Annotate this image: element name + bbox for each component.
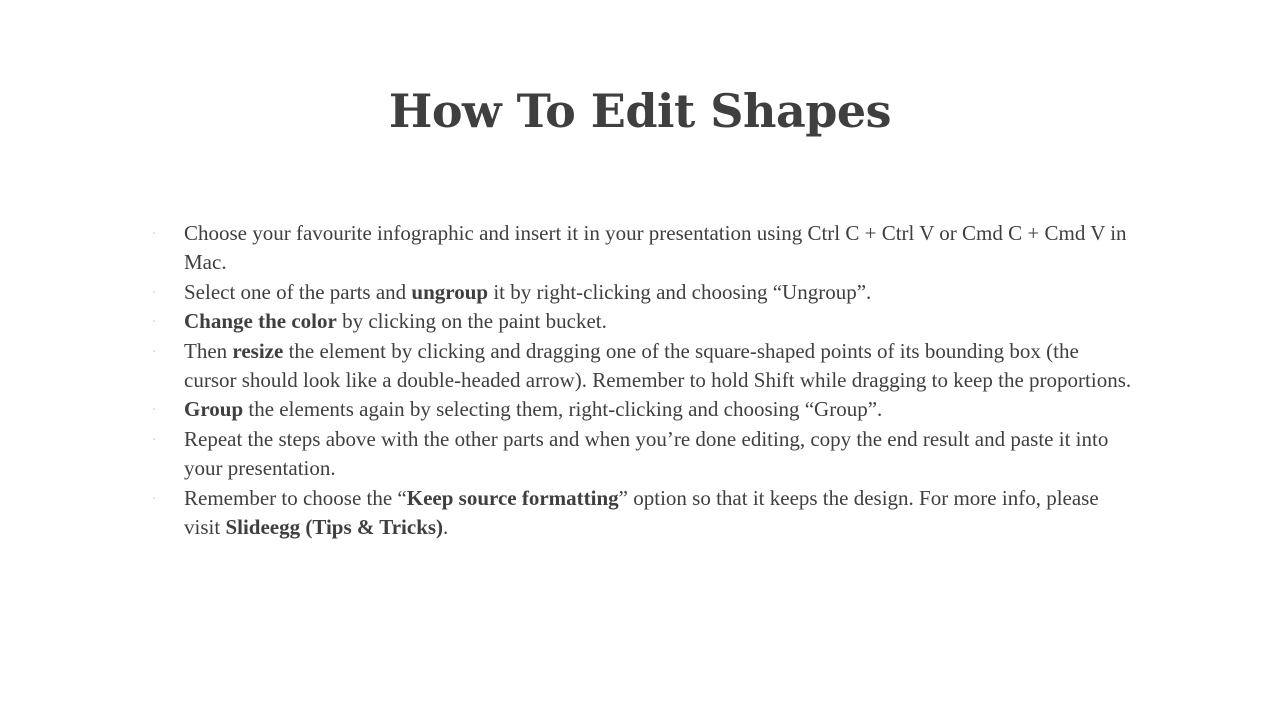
- bullet-list: [150, 219, 1135, 542]
- text-run: .: [443, 515, 449, 540]
- list-item: [150, 307, 1135, 336]
- slide-title: How To Edit Shapes: [388, 84, 892, 138]
- bold-text-run: Slideegg (Tips & Tricks): [225, 515, 444, 540]
- bullet-text: [184, 427, 1108, 480]
- list-item: [150, 484, 1135, 543]
- bullet-text: [184, 309, 607, 333]
- text-run: Repeat the steps above with the other parts and when you’re done editing, copy the end result and paste it into your presentation.: [184, 426, 1109, 481]
- text-run: the element by clicking and dragging one of the square-shaped points of its bounding box (the cursor should look like a double-headed arrow). Remember to hold Shift while dragging to keep the proportions.: [184, 338, 1132, 393]
- hollow-dot-bullet-icon: ◦: [153, 348, 156, 355]
- bullet-text: [184, 486, 1099, 539]
- hollow-dot-bullet-icon: ◦: [153, 231, 156, 237]
- bold-text-run: Group: [184, 397, 244, 422]
- hollow-dot-bullet-icon: ◦: [153, 289, 156, 296]
- text-run: the elements again by selecting them, right-clicking and choosing “Group”.: [243, 397, 883, 422]
- bullet-text: [184, 221, 1127, 274]
- bullet-text: [184, 339, 1131, 392]
- hollow-dot-bullet-icon: ◦: [153, 436, 156, 443]
- bold-text-run: ungroup: [411, 279, 489, 304]
- list-item: [150, 395, 1135, 424]
- bullet-text: [184, 397, 882, 421]
- text-run: Select one of the parts and: [184, 279, 412, 304]
- text-run: it by right-clicking and choosing “Ungroup”.: [488, 279, 872, 304]
- list-item: [150, 219, 1135, 278]
- bold-text-run: resize: [232, 338, 284, 363]
- list-item: [150, 425, 1135, 484]
- bold-text-run: Change the color: [184, 309, 337, 334]
- text-run: Choose your favourite infographic and insert it in your presentation using Ctrl C + Ctrl V or Cmd C + Cmd V in Mac.: [184, 221, 1127, 275]
- hollow-dot-bullet-icon: ◦: [153, 319, 156, 326]
- text-run: Remember to choose the “: [184, 485, 407, 510]
- text-run: by clicking on the paint bucket.: [336, 309, 607, 334]
- text-run: ” option so that it keeps the design. For more info, please visit: [184, 485, 1099, 540]
- hollow-dot-bullet-icon: ◦: [153, 495, 156, 502]
- list-item: [150, 337, 1135, 396]
- list-item: [150, 278, 1135, 307]
- bullet-text: [184, 280, 871, 304]
- bold-text-run: Keep source formatting: [406, 485, 619, 510]
- hollow-dot-bullet-icon: ◦: [153, 407, 156, 414]
- text-run: Then: [184, 338, 233, 363]
